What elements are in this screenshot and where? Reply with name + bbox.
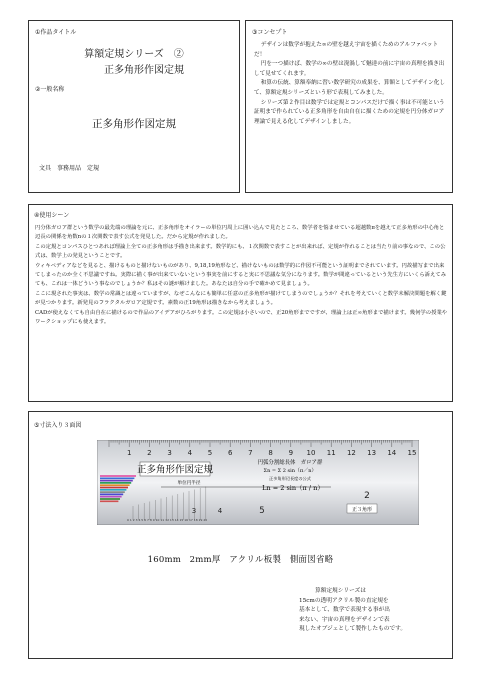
usage-paragraph: ここに現された事実は、数学の常識とは違っていますが、なぜこんなにも簡単に任意の正多角形が描けてしまうのでしょうか？それを考えていくと数学未解決問題を解く鍵が見つかります。新発見のフラクタルガロア定規です。素数の正19角形は描きなから考えましょう。 [35, 290, 447, 307]
ruler-illustration [97, 440, 419, 525]
title-section [28, 20, 240, 193]
formula-title: 円弧分割総長体 ガロア群 [257, 460, 323, 466]
ruler-number: 5 [207, 449, 213, 457]
description-line: 15cmの透明アクリル製の直定規を [299, 597, 389, 604]
description-line: 基本として、数学で表現する事が出 [299, 607, 390, 614]
general-name: 正多角形作図定規 [92, 118, 176, 130]
usage-paragraph: CADが使えなくても自由自在に描けるので作品のアイデアがひろがります。この定規は小さいので、正20角形までですが、理論上は正∞角形まで描けます。幾何学の授業やワークショップにも使えます。 [35, 309, 448, 326]
usage-paragraph: この定規とコンパスひとつあれば理論上全ての正多角形は手描き出来ます。数学的にも、１次関数で表すことが出来れば、定規が作れることは当たり前の事なので、この公式は、数学上の発見ということです。 [35, 243, 446, 260]
dimensions-section [28, 411, 453, 659]
dimensions-text: 160mm 2mm厚 アクリル板製 側面図省略 [147, 555, 334, 565]
ruler-small-number: 2 [364, 491, 370, 501]
description-line: 来ない、宇宙の真理をデザインで表 [299, 616, 390, 623]
ruler-number: 9 [288, 449, 294, 457]
ruler-number: 12 [346, 449, 356, 457]
dims-header: ⑤寸法入り３面図 [34, 422, 82, 429]
concept-paragraph: 円を一つ描けば、数学の∞の壁は溌渦して魅達の前に宇宙の真理を描き出して見せてくれます。 [254, 61, 445, 77]
ruler-number: 2 [147, 449, 152, 457]
series-title: 算額定規シリーズ ② [84, 49, 184, 60]
formula-ln: Ln = 2 sin（π / n） [262, 484, 324, 492]
ruler-small-number: 5 [259, 506, 265, 516]
concept-text [254, 41, 448, 127]
usage-text [35, 224, 449, 327]
ruler-number: 14 [387, 449, 397, 457]
usage-section [28, 204, 453, 402]
ruler-small-number: 3 [191, 507, 197, 515]
concept-paragraph: シリーズ第２作目は数学では定規とコンパスだけで描く事は不可能という証明まで作られている正多角形を自由自在に描くための定規を円分体ガロア理論で見える化してデザインしました。 [254, 99, 445, 125]
usage-paragraph: ウィキペディアなどを見ると、描けるものと描けないものがあり、9,18,19角形など、描けないものは数学的に作図不可能という証明までされています。円故描写まで出来てしまったのか全く不思議ですね。実際に描く事が出来ていないという事実を前にすると実に不思議な気分になります。数学が間違っているという先生方にいくら訴えてみても、これは一体どういう事なのでしょうか？私はその謎が解けました。あなたは自分の手で確かめて見ましょう。 [35, 262, 447, 288]
formula-caption: 正多角形辺長度の公式 [269, 476, 311, 481]
ruler-number: 3 [167, 449, 172, 457]
ruler-number: 8 [268, 449, 273, 457]
category-text: 文具 事務用品 定規 [39, 165, 100, 172]
general-name-header: ②一般名称 [35, 86, 65, 93]
title-header: ①作品タイトル [35, 29, 77, 36]
ruler-number: 1 [126, 449, 132, 457]
description-text [299, 587, 444, 635]
concept-section [245, 20, 453, 193]
usage-header: ④使用シーン [34, 212, 70, 219]
ruler-small-number: 4 [217, 507, 223, 515]
ruler-number: 11 [326, 449, 336, 457]
ruler-number: 6 [227, 449, 233, 457]
ruler-fine-print: 0 1 2 3 4 5 6 7 8 9 10 11 12 13 14 15 16 17 18 19 20 [127, 518, 208, 522]
usage-paragraph: 円分体ガロア群という数学の最先端の理論を元に、正多角形をオイラーの単位円周上に囲い込んで見たところ、数学者を悩ませている超越数πを越えて正多角形の中心角と辺長の関係を角数nの１次関数で表す公式を発見した。だから定規が作れました。 [35, 225, 445, 241]
ruler-number: 15 [407, 449, 417, 457]
ruler-number: 4 [187, 449, 193, 457]
ruler-radius-label: 単位円半径 [177, 481, 201, 486]
concept-paragraph: デザインは数学が抱えた∞の壁を越え宇宙を描くためのアルファベットだ！ [254, 42, 439, 58]
work-title: 正多角形作図定規 [104, 65, 184, 76]
ruler-number: 7 [248, 449, 253, 457]
ruler-number: 10 [306, 449, 316, 457]
ruler-number: 13 [367, 449, 377, 457]
description-line: 算額定規シリーズは [315, 588, 366, 594]
formula-sum: Σn = Σ 2 sin（π／n） [263, 468, 317, 474]
ruler-footer: 正３角形 [351, 506, 373, 513]
concept-header: ③コンセプト [252, 29, 288, 36]
description-line: 現したオブジェとして製作したものです。 [299, 626, 407, 633]
ruler-name: 正多角形作図定規 [136, 464, 214, 476]
concept-paragraph: 和算の伝統、算額奉納に習い数学研究の成果を、算額としてデザイン化して、算額定規シリーズという形で表現してみました。 [254, 80, 445, 96]
